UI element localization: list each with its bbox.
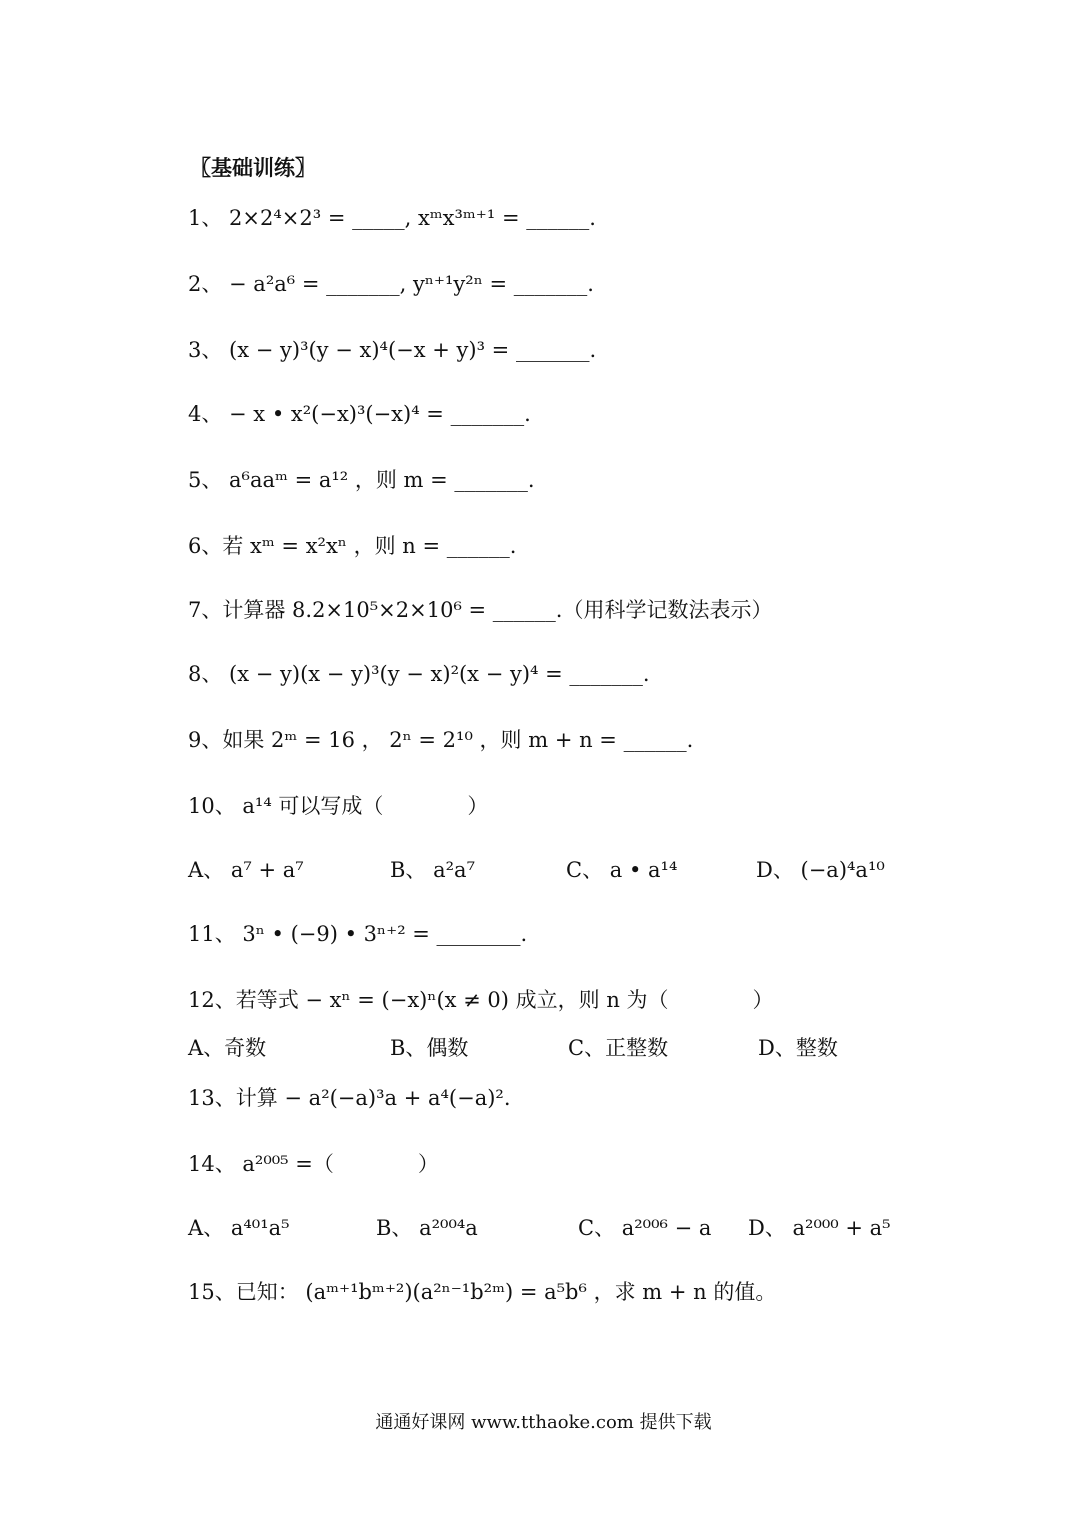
option-b: B、 a²a⁷ xyxy=(390,858,475,882)
question-5: 5、 a⁶aaᵐ = a¹² ，则 m = _______. xyxy=(188,468,535,492)
option-a: A、 a⁷ + a⁷ xyxy=(188,858,304,882)
option-a: A、奇数 xyxy=(188,1036,267,1060)
footer-credit: 通通好课网 www.tthaoke.com 提供下载 xyxy=(375,1412,712,1433)
question-12: 12、若等式 − xⁿ = (−x)ⁿ(x ≠ 0) 成立，则 n 为（ ） xyxy=(188,988,774,1012)
option-c: C、正整数 xyxy=(568,1036,669,1060)
question-14: 14、 a²⁰⁰⁵ =（ ） xyxy=(188,1152,439,1176)
question-3: 3、 (x − y)³(y − x)⁴(−x + y)³ = _______. xyxy=(188,338,597,362)
question-13: 13、计算 − a²(−a)³a + a⁴(−a)². xyxy=(188,1086,511,1110)
question-10: 10、 a¹⁴ 可以写成（ ） xyxy=(188,794,489,818)
option-b: B、偶数 xyxy=(390,1036,469,1060)
option-d: D、 a²⁰⁰⁰ + a⁵ xyxy=(748,1216,891,1240)
option-c: C、 a • a¹⁴ xyxy=(566,858,678,882)
question-2: 2、 − a²a⁶ = _______, yⁿ⁺¹y²ⁿ = _______. xyxy=(188,272,594,296)
option-d: D、整数 xyxy=(758,1036,838,1060)
option-b: B、 a²⁰⁰⁴a xyxy=(376,1216,478,1240)
question-7: 7、计算器 8.2×10⁵×2×10⁶ = ______.（用科学记数法表示） xyxy=(188,598,773,622)
question-11: 11、 3ⁿ • (−9) • 3ⁿ⁺² = ________. xyxy=(188,922,528,946)
section-heading: 〖基础训练〗 xyxy=(190,155,316,180)
question-9: 9、如果 2ᵐ = 16 ， 2ⁿ = 2¹⁰ ，则 m + n = ______. xyxy=(188,728,694,752)
question-4: 4、 − x • x²(−x)³(−x)⁴ = _______. xyxy=(188,402,531,426)
question-8: 8、 (x − y)(x − y)³(y − x)²(x − y)⁴ = _______. xyxy=(188,662,650,686)
option-d: D、 (−a)⁴a¹⁰ xyxy=(756,858,885,882)
question-6: 6、若 xᵐ = x²xⁿ ，则 n = ______. xyxy=(188,534,517,558)
option-a: A、 a⁴⁰¹a⁵ xyxy=(188,1216,290,1240)
question-15: 15、已知： (aᵐ⁺¹bᵐ⁺²)(a²ⁿ⁻¹b²ᵐ) = a⁵b⁶ ，求 m + n 的值。 xyxy=(188,1280,777,1304)
question-1: 1、 2×2⁴×2³ = _____, xᵐx³ᵐ⁺¹ = ______. xyxy=(188,206,596,230)
option-c: C、 a²⁰⁰⁶ − a xyxy=(578,1216,712,1240)
